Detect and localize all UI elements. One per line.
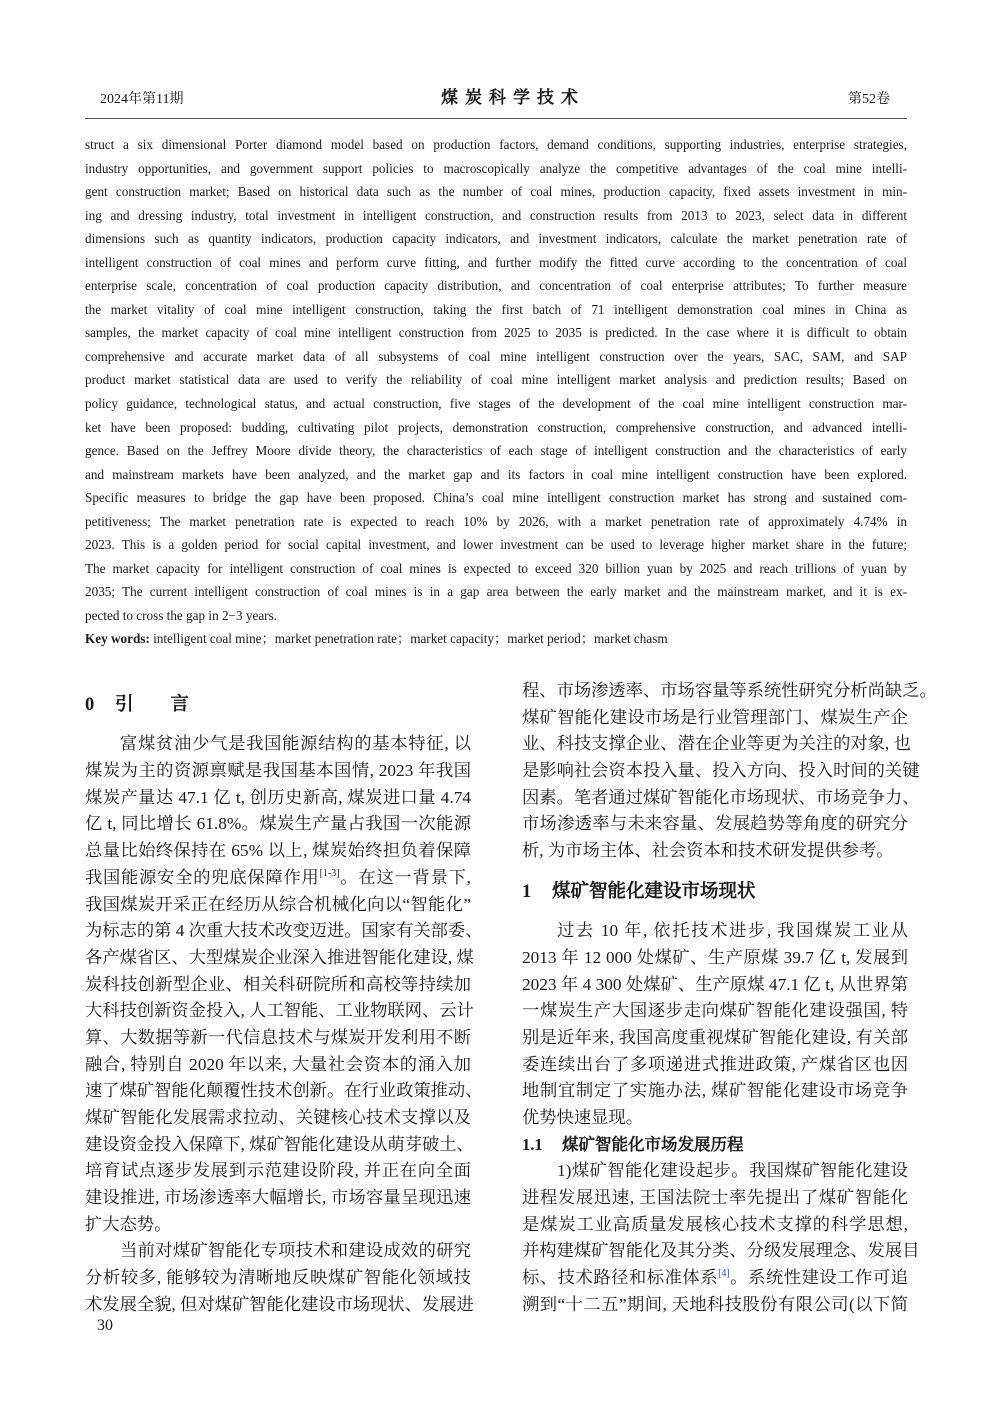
line-text: 煤矿智能化发展需求拉动、关键核心技术支撑以及 bbox=[85, 1108, 471, 1128]
text-line bbox=[85, 892, 471, 919]
text-line bbox=[85, 1265, 471, 1292]
line-text: 。在这一背景下, bbox=[339, 867, 471, 887]
abstract-line: pected to cross the gap in 2−3 years. bbox=[85, 607, 278, 623]
abstract-line: the market vitality of coal mine intelligent construction, taking the first batch of 71 intelligent demonstration coal mines in China as bbox=[85, 301, 907, 317]
line-text: 市场渗透率与未来容量、发展趋势等角度的研究分 bbox=[522, 814, 908, 834]
abstract-line: 2035; The current intelligent construction of coal mines is in a gap area between the early market and the mainstream market, and it is ex- bbox=[85, 584, 907, 600]
line-text: 标、技术路径和标准体系 bbox=[522, 1268, 719, 1288]
text-line bbox=[522, 918, 908, 945]
line-text: 2013 年 12 000 处煤矿、生产原煤 39.7 亿 t, 发展到 bbox=[522, 947, 908, 967]
page-number: 30 bbox=[97, 1317, 113, 1334]
abstract-line: gence. Based on the Jeffrey Moore divide theory, the characteristics of each stage of intelligent construction and the characteristics of early bbox=[85, 443, 907, 459]
text-line bbox=[522, 785, 920, 812]
text-line bbox=[85, 1238, 471, 1265]
abstract-line: ing and dressing industry, total investment in intelligent construction, and construction results from 2013 to 2023, select data in different bbox=[85, 207, 907, 223]
line-text: 速了煤矿智能化颠覆性技术创新。在行业政策推动、 bbox=[85, 1081, 483, 1101]
line-text: 培育试点逐步发展到示范建设阶段, 并正在向全面 bbox=[85, 1161, 471, 1181]
text-line bbox=[522, 811, 908, 838]
heading-number: 1 bbox=[522, 881, 532, 902]
line-text: 因素。笔者通过煤矿智能化市场现状、市场竞争力、 bbox=[522, 787, 920, 807]
line-text: 炭科技创新型企业、相关科研院所和高校等持续加 bbox=[85, 974, 471, 994]
line-text: 富煤贫油少气是我国能源结构的基本特征, 以 bbox=[120, 734, 471, 754]
text-line bbox=[522, 758, 920, 785]
line-text: 业、科技支撑企业、潜在企业等更为关注的对象, 也 bbox=[522, 734, 911, 754]
abstract-line: dimensions such as quantity indicators, production capacity indicators, and investment indicators, calculate the market penetration rate of bbox=[85, 231, 907, 247]
text-line bbox=[522, 1212, 908, 1239]
line-text: 建设推进, 市场渗透率大幅增长, 市场容量呈现迅速 bbox=[85, 1188, 471, 1208]
text-line bbox=[85, 972, 471, 999]
line-text: 分析较多, 能够较为清晰地反映煤矿智能化领域技 bbox=[85, 1268, 471, 1288]
line-text: 融合, 特别自 2020 年以来, 大量社会资本的涌入加 bbox=[85, 1054, 471, 1074]
citation-ref: [1-3] bbox=[319, 867, 340, 879]
subsection-heading bbox=[522, 1132, 908, 1159]
text-line bbox=[85, 1292, 474, 1319]
abstract-line: 2023. This is a golden period for social capital investment, and lower investment can be used to leverage higher market share in the future; bbox=[85, 537, 907, 553]
heading-text: 引 言 bbox=[115, 694, 190, 715]
heading-number: 0 bbox=[85, 695, 95, 715]
heading-text: 煤矿智能化建设市场现状 bbox=[552, 880, 756, 902]
header-rule bbox=[85, 118, 907, 119]
journal-title: 煤炭科学技术 bbox=[441, 88, 585, 107]
journal-issue: 2024年第11期 bbox=[100, 92, 184, 107]
abstract-line: and mainstream markets have been analyzed, and the market gap and its factors in coal mine intelligent construction have been explored. bbox=[85, 466, 907, 482]
line-text: 术发展全貌, 但对煤矿智能化建设市场现状、发展进 bbox=[85, 1294, 474, 1314]
abstract-line: industry opportunities, and government support policies to macroscopically analyze the competitive advantages of the coal mine intelli- bbox=[85, 160, 907, 176]
abstract-line: policy guidance, technological status, and actual construction, five stages of the development of the coal mine intelligent construction mar- bbox=[85, 396, 907, 412]
text-line bbox=[85, 1212, 471, 1239]
line-text: 总量比始终保持在 65% 以上, 煤炭始终担负着保障 bbox=[85, 841, 471, 861]
line-text: 溯到“十二五”期间, 天地科技股份有限公司(以下简 bbox=[522, 1294, 908, 1314]
line-text: 进程发展迅速, 王国法院士率先提出了煤矿智能化 bbox=[522, 1188, 908, 1208]
text-line bbox=[522, 1105, 908, 1132]
section-heading bbox=[522, 865, 908, 918]
text-line bbox=[522, 731, 911, 758]
line-text: 程、市场渗透率、市场容量等系统性研究分析尚缺乏。 bbox=[522, 681, 937, 700]
abstract-line: enterprise scale, concentration of coal production capacity distribution, and concentration of coal enterprise attributes; To further measure bbox=[85, 278, 907, 294]
line-text: 扩大态势。 bbox=[85, 1214, 172, 1234]
text-line bbox=[85, 838, 471, 865]
text-line bbox=[85, 1105, 471, 1132]
heading-text: 煤矿智能化市场发展历程 bbox=[562, 1134, 744, 1154]
text-line bbox=[522, 945, 908, 972]
keywords-text: intelligent coal mine；market penetration rate；market capacity；market period；market chasm bbox=[149, 631, 668, 647]
line-text: 各产煤省区、大型煤炭企业深入推进智能化建设, 煤 bbox=[85, 947, 474, 967]
text-line bbox=[85, 1025, 471, 1052]
text-line bbox=[85, 1132, 474, 1159]
line-text: 2023 年 4 300 处煤矿、生产原煤 47.1 亿 t, 从世界第 bbox=[522, 974, 908, 994]
text-line bbox=[522, 1265, 908, 1292]
abstract-line: The market capacity for intelligent construction of coal mines is expected to exceed 320 billion yuan by 2025 and reach trillions of yuan by bbox=[85, 560, 907, 576]
text-line bbox=[85, 998, 474, 1025]
line-text: 建设资金投入保障下, 煤矿智能化建设从萌芽破土、 bbox=[85, 1134, 474, 1154]
line-text: 1)煤矿智能化建设起步。我国煤矿智能化建设 bbox=[557, 1161, 908, 1181]
text-line bbox=[522, 678, 937, 705]
abstract-line: struct a six dimensional Porter diamond model based on production factors, demand conditions, supporting industries, enterprise strategies, bbox=[85, 137, 907, 152]
abstract-line: ket have been proposed: budding, cultivating pilot projects, demonstration construction, comprehensive construction, and advanced intelli- bbox=[85, 419, 907, 435]
heading-number: 1.1 bbox=[522, 1134, 543, 1154]
text-line bbox=[522, 1158, 908, 1185]
line-text: 委连续出台了多项递进式推进政策, 产煤省区也因 bbox=[522, 1054, 908, 1074]
text-line bbox=[85, 785, 471, 812]
line-text: 煤矿智能化建设市场是行业管理部门、煤炭生产企 bbox=[522, 707, 908, 727]
text-line bbox=[522, 705, 908, 732]
journal-volume: 第52卷 bbox=[848, 92, 890, 107]
line-text: 我国煤炭开采正在经历从综合机械化向以“智能化” bbox=[85, 894, 471, 914]
abstract-line: product market statistical data are used to verify the reliability of coal mine intelligent market analysis and prediction results; Based on bbox=[85, 372, 907, 388]
abstract-line: samples, the market capacity of coal mine intelligent construction from 2025 to 2035 is predicted. In the case where it is difficult to obtain bbox=[85, 325, 907, 341]
abstract-line: gent construction market; Based on historical data such as the number of coal mines, production capacity, fixed assets investment in min- bbox=[85, 184, 907, 200]
abstract-line: comprehensive and accurate market data of all subsystems of coal mine intelligent construction over the years, SAC, SAM, and SAP bbox=[85, 348, 907, 364]
line-text: 算、大数据等新一代信息技术与煤炭开发利用不断 bbox=[85, 1027, 471, 1047]
keywords-line bbox=[85, 627, 907, 651]
text-line bbox=[85, 758, 471, 785]
line-text: 。系统性建设工作可追 bbox=[729, 1268, 908, 1288]
text-line bbox=[85, 1185, 471, 1212]
text-line bbox=[85, 1052, 471, 1079]
line-text: 地制宜制定了实施办法, 煤矿智能化建设市场竞争 bbox=[522, 1081, 908, 1101]
abstract-line: Specific measures to bridge the gap have been proposed. China’s coal mine intelligent construction market has strong and sustained com- bbox=[85, 490, 907, 506]
line-text: 过去 10 年, 依托技术进步, 我国煤炭工业从 bbox=[557, 921, 908, 941]
section-heading bbox=[85, 678, 471, 731]
abstract-line: intelligent construction of coal mines and perform curve fitting, and further modify the fitted curve according to the concentration of coal bbox=[85, 254, 907, 270]
right-column bbox=[522, 678, 937, 1319]
text-line bbox=[522, 838, 908, 865]
citation-ref[interactable]: [4] bbox=[718, 1268, 730, 1280]
text-line bbox=[522, 1292, 908, 1319]
text-line bbox=[522, 1052, 908, 1079]
line-text: 当前对煤矿智能化专项技术和建设成效的研究 bbox=[120, 1241, 471, 1261]
text-line bbox=[522, 1238, 920, 1265]
line-text: 并构建煤矿智能化及其分类、分级发展理念、发展目 bbox=[522, 1241, 920, 1261]
line-text: 煤炭产量达 47.1 亿 t, 创历史新高, 煤炭进口量 4.74 bbox=[85, 787, 471, 807]
text-line bbox=[522, 972, 908, 999]
text-line bbox=[85, 731, 471, 758]
line-text: 优势快速显现。 bbox=[522, 1108, 643, 1128]
text-line bbox=[85, 945, 474, 972]
line-text: 大科技创新资金投入, 人工智能、工业物联网、云计 bbox=[85, 1001, 474, 1021]
english-abstract bbox=[85, 133, 907, 651]
text-line bbox=[522, 1025, 908, 1052]
line-text: 一煤炭生产大国逐步走向煤矿智能化建设强国, 特 bbox=[522, 1001, 908, 1021]
line-text: 析, 为市场主体、社会资本和技术研发提供参考。 bbox=[522, 841, 894, 861]
line-text: 是煤炭工业高质量发展核心技术支撑的科学思想, bbox=[522, 1214, 908, 1234]
abstract-body bbox=[85, 133, 907, 627]
line-text: 别是近年来, 我国高度重视煤矿智能化建设, 有关部 bbox=[522, 1027, 908, 1047]
text-line bbox=[522, 1078, 908, 1105]
text-line bbox=[85, 1078, 483, 1105]
line-text: 是影响社会资本投入量、投入方向、投入时间的关键 bbox=[522, 761, 920, 781]
keywords-label: Key words: bbox=[85, 631, 150, 647]
text-line bbox=[85, 1158, 471, 1185]
line-text: 为标志的第 4 次重大技术改变迈进。国家有关部委、 bbox=[85, 921, 483, 941]
text-line bbox=[85, 811, 471, 838]
line-text: 煤炭为主的资源禀赋是我国基本国情, 2023 年我国 bbox=[85, 761, 471, 781]
text-line bbox=[85, 865, 471, 892]
text-line bbox=[522, 998, 908, 1025]
text-line bbox=[522, 1185, 908, 1212]
left-column bbox=[85, 678, 483, 1319]
abstract-line: petitiveness; The market penetration rate is expected to reach 10% by 2026, with a market penetration rate of approximately 4.74% in bbox=[85, 513, 907, 529]
line-text: 亿 t, 同比增长 61.8%。煤炭生产量占我国一次能源 bbox=[85, 814, 471, 834]
text-line bbox=[85, 918, 483, 945]
line-text: 我国能源安全的兜底保障作用 bbox=[85, 867, 320, 887]
